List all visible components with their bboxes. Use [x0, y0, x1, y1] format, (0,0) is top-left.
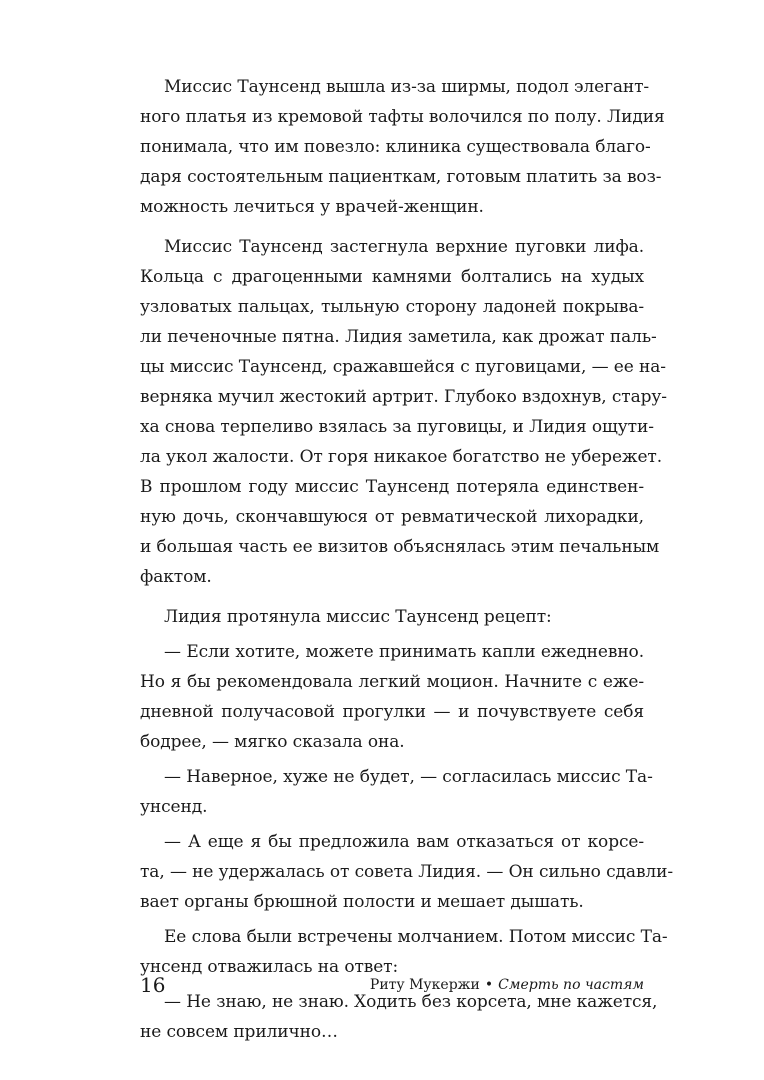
text-line: унсенд.	[140, 797, 208, 817]
page-number: 16	[140, 973, 166, 997]
text-line: унсенд отважилась на ответ:	[140, 957, 399, 977]
text-line: — А еще я бы предложила вам отказаться от корсе-	[164, 832, 644, 852]
page-footer	[140, 970, 644, 1000]
text-line: можность лечиться у врачей-женщин.	[140, 197, 484, 217]
book-title: Смерть по частям	[498, 977, 644, 993]
text-line: — Не знаю, не знаю. Ходить без корсета, мне кажется,	[164, 992, 658, 1012]
text-line: Миссис Таунсенд вышла из-за ширмы, подол элегант-	[164, 77, 650, 97]
text-line: Ее слова были встречены молчанием. Потом миссис Та-	[164, 927, 668, 947]
separator-bullet: •	[484, 977, 494, 993]
text-line: узловатых пальцах, тыльную сторону ладоней покрыва-	[140, 297, 644, 317]
text-line: не совсем прилично…	[140, 1022, 338, 1042]
text-line: ного платья из кремовой тафты волочился по полу. Лидия	[140, 107, 665, 127]
text-line: ха снова терпеливо взялась за пуговицы, и Лидия ощути-	[140, 417, 654, 437]
text-line: бодрее, — мягко сказала она.	[140, 732, 405, 752]
text-line: Лидия протянула миссис Таунсенд рецепт:	[164, 607, 552, 627]
text-line: даря состоятельным пациенткам, готовым платить за воз-	[140, 167, 662, 187]
text-line: та, — не удержалась от совета Лидия. — Он сильно сдавли-	[140, 862, 673, 882]
text-line: ли печеночные пятна. Лидия заметила, как дрожат паль-	[140, 327, 657, 347]
text-line: Кольца с драгоценными камнями болтались на худых	[140, 267, 644, 287]
author-name: Риту Мукержи	[369, 977, 480, 993]
text-line: Миссис Таунсенд застегнула верхние пуговки лифа.	[164, 237, 644, 257]
text-line: дневной получасовой прогулки — и почувствуете себя	[140, 702, 644, 722]
text-line: верняка мучил жестокий артрит. Глубоко вздохнув, стару-	[140, 387, 667, 407]
text-line: вает органы брюшной полости и мешает дышать.	[140, 892, 584, 912]
text-line: ную дочь, скончавшуюся от ревматической лихорадки,	[140, 507, 644, 527]
text-line: Но я бы рекомендовала легкий моцион. Начните с еже-	[140, 672, 644, 692]
text-line: понимала, что им повезло: клиника существовала благо-	[140, 137, 651, 157]
text-line: — Если хотите, можете принимать капли ежедневно.	[164, 642, 644, 662]
text-line: — Наверное, хуже не будет, — согласилась миссис Та-	[164, 767, 653, 787]
text-line: фактом.	[140, 567, 212, 587]
running-head	[370, 970, 644, 1000]
text-line: и большая часть ее визитов объяснялась этим печальным	[140, 537, 660, 557]
text-line: В прошлом году миссис Таунсенд потеряла единствен-	[140, 477, 644, 497]
text-line: ла укол жалости. От горя никакое богатство не убережет.	[140, 447, 663, 467]
text-line: цы миссис Таунсенд, сражавшейся с пуговицами, — ее на-	[140, 357, 666, 377]
